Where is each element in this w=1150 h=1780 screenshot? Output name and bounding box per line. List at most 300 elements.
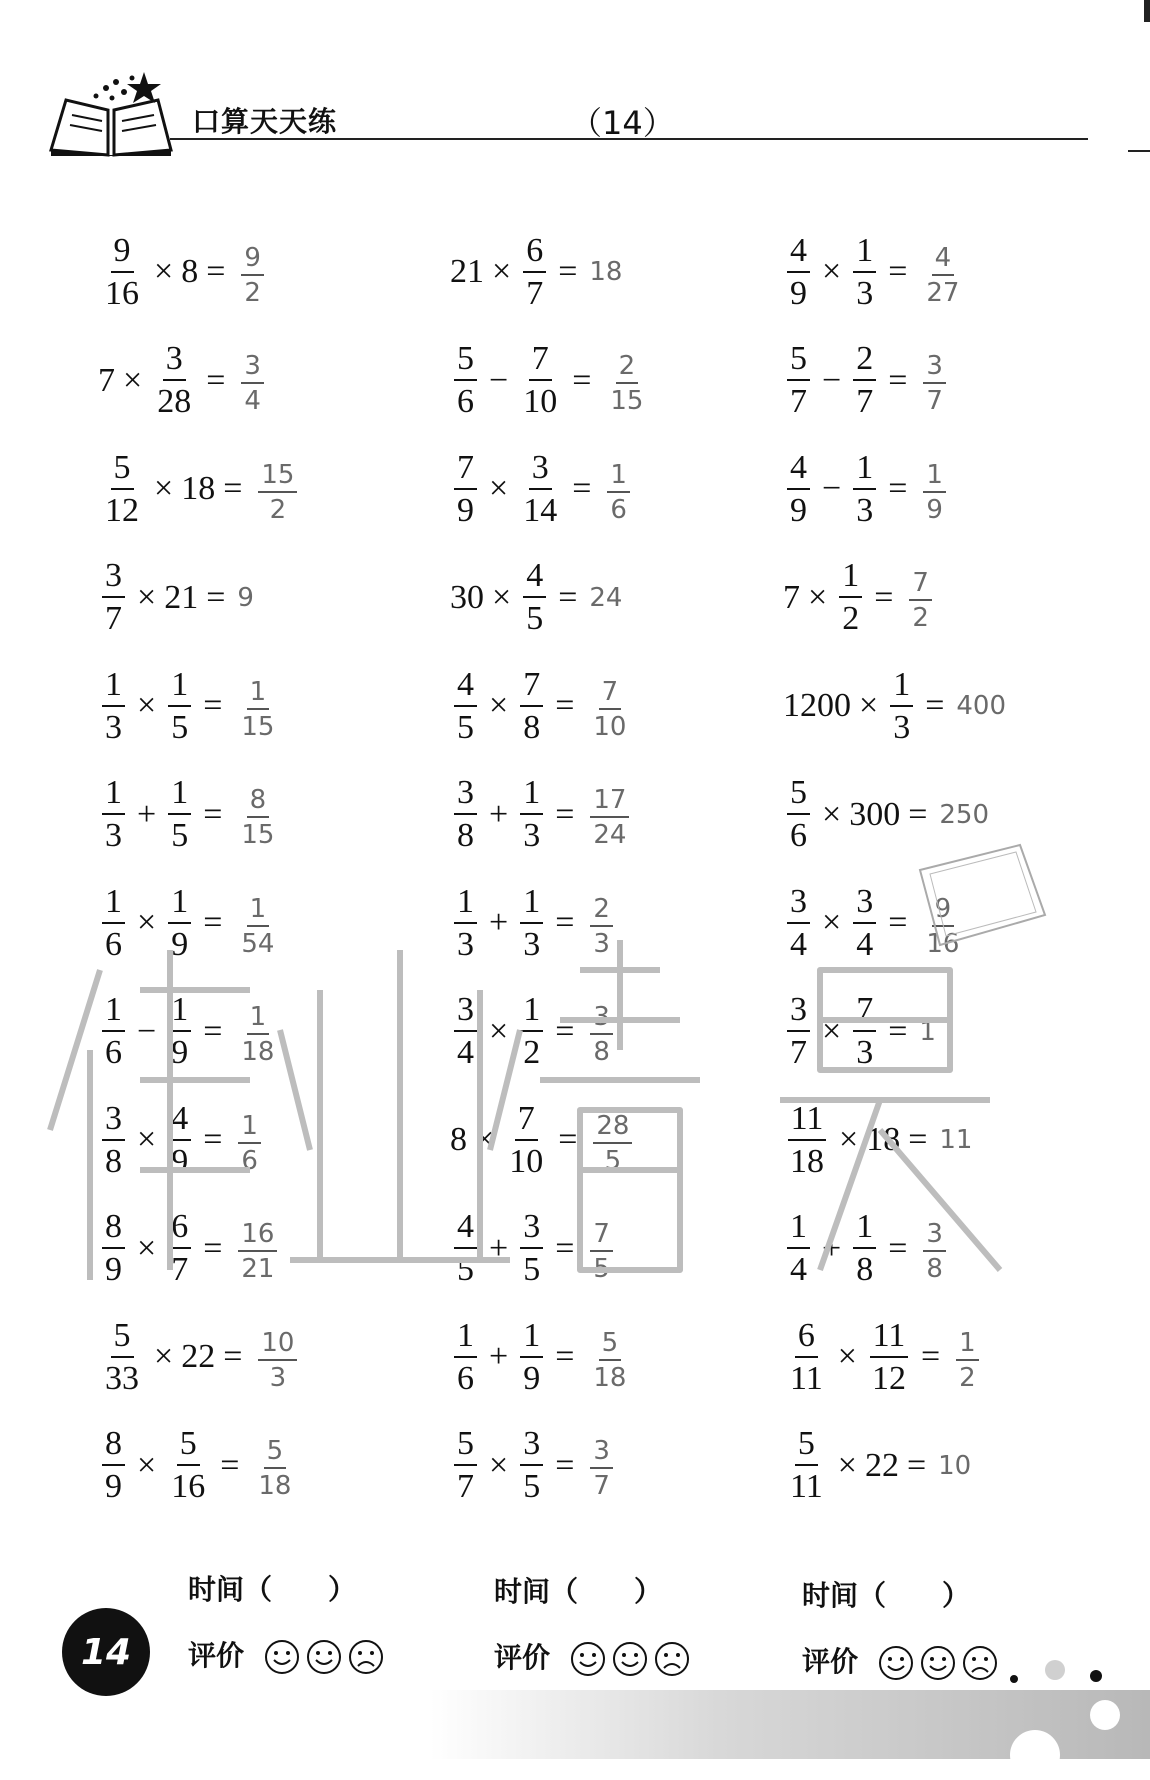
handwritten-answer[interactable]	[234, 1107, 265, 1174]
numerator: 4	[168, 1102, 191, 1141]
operator: ×	[154, 1338, 174, 1375]
handwritten-answer[interactable]	[234, 1215, 281, 1282]
operator: =	[206, 361, 226, 399]
denominator: 9	[457, 491, 474, 529]
numerator: 1	[168, 776, 191, 815]
numerator: 16	[238, 1221, 277, 1252]
fraction	[454, 448, 477, 529]
exercise-row	[98, 1199, 1098, 1299]
denominator: 28	[157, 383, 192, 420]
handwritten-answer[interactable]: 11	[939, 1125, 973, 1155]
fraction	[102, 882, 125, 963]
exercise-item	[98, 656, 281, 756]
evaluation-3	[802, 1640, 998, 1681]
denominator: 18	[241, 1037, 275, 1067]
fraction	[520, 1316, 543, 1397]
fraction	[520, 993, 543, 1070]
handwritten-answer[interactable]	[586, 998, 617, 1065]
numerator: 1	[923, 462, 946, 493]
numerator: 28	[593, 1113, 632, 1144]
numerator: 7	[853, 993, 876, 1032]
numerator: 1	[520, 776, 543, 815]
denominator: 15	[610, 386, 644, 416]
handwritten-answer[interactable]	[237, 347, 268, 414]
numerator: 3	[590, 1004, 613, 1035]
handwritten-answer[interactable]	[234, 890, 281, 957]
numerator: 5	[787, 342, 810, 381]
denominator: 5	[171, 708, 189, 746]
operator: =	[888, 904, 908, 941]
denominator: 16	[171, 1468, 206, 1505]
operator: ×	[839, 1121, 859, 1158]
exercise-item	[98, 222, 268, 322]
denominator: 5	[523, 1468, 541, 1505]
smile-face-icon[interactable]	[570, 1641, 606, 1677]
denominator: 5	[593, 1254, 610, 1284]
exercise-item	[783, 1307, 983, 1407]
exercise-row	[98, 1090, 1098, 1190]
answer-fraction	[590, 1221, 613, 1282]
smile-face-icon[interactable]	[306, 1639, 342, 1675]
corner-mark	[1144, 0, 1150, 22]
operator: ×	[137, 1229, 157, 1267]
fraction	[853, 882, 876, 963]
denominator: 2	[842, 600, 860, 637]
answer-fraction	[238, 787, 277, 848]
rating-faces[interactable]	[570, 1641, 690, 1677]
handwritten-answer[interactable]	[254, 456, 301, 523]
fraction	[853, 231, 876, 312]
number: 300	[849, 795, 901, 833]
numerator: 1	[520, 885, 543, 924]
numerator: 4	[787, 234, 810, 273]
fraction	[853, 993, 876, 1070]
denominator: 5	[457, 1251, 474, 1288]
exercise-item	[450, 1416, 617, 1516]
operator: ×	[489, 687, 509, 724]
operator: =	[906, 1446, 927, 1484]
number: 8	[450, 1121, 467, 1158]
denominator: 27	[926, 277, 960, 308]
fraction	[102, 231, 142, 312]
exercise-item	[98, 439, 301, 539]
smile-face-icon[interactable]	[612, 1641, 648, 1677]
operator: ×	[137, 1446, 157, 1484]
operator: −	[822, 470, 842, 507]
operator: =	[558, 1121, 578, 1158]
fraction	[520, 1210, 543, 1287]
fraction	[102, 559, 125, 636]
operator: =	[203, 904, 223, 941]
exercise-item	[783, 1416, 971, 1516]
handwritten-answer[interactable]	[603, 347, 650, 414]
number: 8	[181, 253, 199, 290]
numerator: 1	[454, 1319, 477, 1358]
denominator: 15	[241, 711, 275, 742]
denominator: 9	[790, 491, 807, 529]
denominator: 3	[856, 491, 874, 529]
exercise-item	[98, 548, 254, 648]
operator: ×	[137, 904, 157, 941]
operator: =	[206, 578, 226, 616]
numerator: 3	[923, 1221, 946, 1252]
handwritten-answer[interactable]	[586, 1324, 633, 1391]
number: 1200	[783, 687, 851, 724]
denominator: 6	[105, 925, 122, 963]
answer-fraction	[956, 1327, 979, 1393]
operator: =	[203, 1012, 223, 1050]
numerator: 1	[890, 668, 913, 707]
decor-dot	[1090, 1700, 1120, 1730]
denominator: 4	[244, 386, 261, 416]
rating-faces[interactable]	[264, 1639, 384, 1675]
numerator: 1	[168, 668, 191, 707]
time-field-1[interactable]: 时间（ ）	[188, 1573, 357, 1606]
numerator: 3	[102, 559, 125, 598]
denominator: 6	[610, 494, 627, 525]
smile-face-icon[interactable]	[878, 1645, 914, 1681]
denominator: 8	[105, 1142, 122, 1180]
frown-face-icon[interactable]	[962, 1645, 998, 1681]
fraction	[520, 1427, 543, 1504]
lesson-number: （14）	[570, 104, 675, 142]
fraction	[787, 1210, 810, 1287]
operator: =	[572, 361, 592, 399]
answer-fraction	[593, 1110, 632, 1176]
denominator: 15	[241, 820, 275, 850]
fraction	[102, 776, 125, 853]
fraction	[168, 993, 191, 1070]
denominator: 54	[241, 928, 275, 959]
operator: =	[555, 1446, 575, 1484]
answer-fraction	[238, 676, 277, 742]
fraction	[168, 1099, 191, 1180]
exercise-item	[783, 331, 950, 431]
denominator: 4	[790, 1251, 807, 1288]
denominator: 7	[526, 274, 544, 312]
numerator: 8	[102, 1210, 125, 1249]
denominator: 5	[171, 817, 189, 854]
fraction	[890, 665, 913, 746]
decor-dot	[1090, 1670, 1102, 1682]
handwritten-answer[interactable]	[919, 456, 950, 523]
handwritten-answer[interactable]	[586, 781, 633, 848]
exercise-row	[98, 439, 1098, 539]
handwritten-answer[interactable]: 18	[589, 257, 623, 287]
numerator: 7	[454, 451, 477, 490]
numerator: 3	[853, 885, 876, 924]
handwritten-answer[interactable]	[919, 239, 966, 306]
numerator: 7	[520, 668, 543, 707]
numerator: 3	[529, 451, 552, 490]
answer-fraction	[241, 353, 264, 414]
fraction	[520, 776, 543, 853]
fraction	[787, 1316, 826, 1397]
time-field-3[interactable]: 时间（ ）	[802, 1579, 971, 1612]
denominator: 9	[171, 1142, 189, 1180]
denominator: 5	[523, 1251, 541, 1288]
numerator: 7	[515, 1102, 538, 1141]
number: 7	[783, 578, 800, 616]
handwritten-answer[interactable]: 24	[589, 582, 623, 613]
denominator: 33	[105, 1359, 139, 1397]
denominator: 8	[926, 1254, 943, 1284]
handwritten-answer[interactable]	[952, 1324, 983, 1391]
numerator: 4	[523, 559, 546, 598]
exercise-item	[450, 548, 622, 648]
operator: ×	[489, 1446, 509, 1484]
fraction	[787, 231, 810, 312]
denominator: 6	[457, 1359, 474, 1397]
denominator: 4	[790, 925, 807, 963]
numerator: 3	[163, 342, 186, 381]
handwritten-answer[interactable]: 400	[956, 691, 1007, 721]
numerator: 1	[102, 885, 125, 924]
denominator: 9	[171, 1034, 189, 1071]
fraction	[853, 1210, 876, 1287]
fraction	[454, 342, 477, 419]
operator: =	[203, 1121, 223, 1158]
workbook-title: 口算天天练	[192, 105, 338, 138]
numerator: 3	[454, 993, 477, 1032]
handwritten-answer[interactable]	[586, 1215, 617, 1282]
exercise-item	[450, 656, 633, 756]
operator: =	[220, 1446, 240, 1484]
numerator: 1	[520, 993, 543, 1032]
handwritten-answer[interactable]	[586, 890, 617, 957]
fraction	[787, 448, 810, 529]
denominator: 5	[526, 600, 544, 637]
denominator: 6	[790, 817, 807, 854]
handwritten-answer[interactable]: 250	[939, 799, 990, 830]
operator: ×	[489, 1012, 509, 1050]
numerator: 4	[932, 245, 955, 276]
frown-face-icon[interactable]	[348, 1639, 384, 1675]
denominator: 24	[593, 820, 627, 850]
fraction	[168, 665, 191, 746]
numerator: 7	[909, 570, 932, 601]
numerator: 2	[853, 342, 876, 381]
handwritten-answer[interactable]	[234, 998, 281, 1065]
exercise-row	[98, 331, 1098, 431]
numerator: 5	[111, 451, 134, 490]
operator: ×	[137, 687, 157, 724]
numerator: 6	[795, 1319, 818, 1358]
operator: =	[555, 795, 575, 833]
exercise-item	[98, 1416, 298, 1516]
handwritten-answer[interactable]	[905, 564, 936, 631]
fraction	[839, 559, 862, 636]
fraction	[454, 1316, 477, 1397]
exercise-item	[98, 1307, 301, 1407]
denominator: 9	[926, 494, 943, 525]
handwritten-answer[interactable]: 10	[938, 1450, 972, 1481]
decor-dot	[1045, 1660, 1065, 1680]
numerator: 11	[870, 1319, 909, 1358]
numerator: 1	[102, 776, 125, 815]
denominator: 7	[457, 1468, 474, 1505]
denominator: 7	[105, 600, 122, 637]
fraction	[506, 1099, 546, 1180]
numerator: 5	[111, 1319, 134, 1358]
operator: +	[137, 795, 157, 833]
fraction	[523, 231, 546, 312]
handwritten-answer[interactable]	[586, 673, 633, 740]
smile-face-icon[interactable]	[920, 1645, 956, 1681]
fraction	[102, 1316, 142, 1397]
handwritten-answer[interactable]	[237, 239, 268, 306]
handwritten-answer[interactable]	[589, 1107, 636, 1174]
denominator: 8	[593, 1037, 610, 1067]
numerator: 5	[795, 1427, 818, 1466]
open-book-icon	[46, 70, 176, 160]
handwritten-answer[interactable]	[254, 1324, 301, 1391]
rating-faces[interactable]	[878, 1645, 998, 1681]
operator: ×	[475, 1121, 495, 1158]
fraction	[168, 776, 191, 853]
denominator: 6	[241, 1145, 258, 1176]
numerator: 1	[787, 1210, 810, 1249]
fraction	[102, 665, 125, 746]
exercise-item	[783, 1090, 972, 1190]
page-header	[0, 0, 1150, 170]
handwritten-answer[interactable]	[919, 347, 950, 414]
numerator: 3	[520, 1210, 543, 1249]
answer-fraction	[258, 459, 297, 525]
operator: ×	[837, 1338, 857, 1375]
denominator: 10	[509, 1142, 544, 1180]
handwritten-answer[interactable]: 9	[237, 582, 254, 613]
denominator: 4	[457, 1034, 474, 1071]
handwritten-answer[interactable]	[603, 456, 634, 523]
numerator: 1	[956, 1330, 979, 1361]
decor-dot	[1010, 1730, 1060, 1780]
answer-fraction	[241, 242, 264, 308]
fraction	[168, 1427, 208, 1504]
number: 21	[450, 253, 484, 290]
denominator: 12	[105, 491, 139, 529]
denominator: 16	[926, 928, 960, 959]
fraction	[454, 1427, 477, 1504]
denominator: 2	[244, 277, 261, 308]
operator: =	[558, 578, 578, 616]
decor-dot	[1010, 1675, 1018, 1683]
numerator: 8	[247, 787, 270, 818]
operator: =	[572, 470, 592, 507]
exercise-item	[783, 439, 950, 539]
operator: ×	[822, 1012, 842, 1050]
numerator: 1	[454, 885, 477, 924]
number: 21	[164, 578, 199, 616]
numerator: 1	[247, 896, 270, 927]
exercise-row	[98, 982, 1098, 1082]
answer-fraction	[258, 1327, 297, 1393]
number: 7	[98, 361, 115, 399]
fraction	[168, 1210, 191, 1287]
exercise-row	[98, 1416, 1098, 1516]
operator: +	[489, 904, 509, 941]
handwritten-answer[interactable]	[919, 1215, 950, 1282]
denominator: 2	[959, 1362, 976, 1393]
numerator: 3	[102, 1102, 125, 1141]
denominator: 12	[871, 1359, 906, 1397]
evaluation-1	[188, 1634, 384, 1675]
denominator: 9	[790, 274, 807, 312]
operator: +	[489, 795, 509, 833]
exercise-item	[783, 982, 936, 1082]
handwritten-answer[interactable]	[234, 673, 281, 740]
operator: ×	[492, 253, 512, 290]
fraction	[102, 1427, 125, 1504]
numerator: 8	[102, 1427, 125, 1466]
exercise-item	[98, 1090, 265, 1190]
handwritten-answer[interactable]	[586, 1432, 617, 1499]
operator: ×	[822, 904, 842, 941]
denominator: 3	[593, 928, 610, 959]
operator: =	[925, 687, 945, 724]
exercise-item	[450, 765, 633, 865]
exercise-item	[450, 1307, 633, 1407]
exercise-item	[98, 765, 281, 865]
denominator: 5	[604, 1145, 622, 1176]
number: 30	[450, 578, 484, 616]
operator: =	[888, 1229, 908, 1267]
handwritten-answer[interactable]	[234, 781, 281, 848]
exercise-item	[98, 1199, 281, 1299]
answer-fraction	[590, 1327, 629, 1393]
denominator: 11	[790, 1359, 823, 1397]
exercise-item	[783, 548, 936, 648]
numerator: 6	[168, 1210, 191, 1249]
exercise-item	[98, 982, 281, 1082]
smile-face-icon[interactable]	[264, 1639, 300, 1675]
numerator: 1	[238, 1113, 261, 1144]
number: 18	[866, 1121, 901, 1158]
numerator: 1	[853, 234, 876, 273]
fraction	[168, 882, 191, 963]
denominator: 7	[856, 383, 874, 420]
denominator: 7	[593, 1471, 610, 1501]
operator: =	[888, 253, 908, 290]
operator: ×	[154, 470, 174, 507]
fraction	[520, 665, 543, 746]
handwritten-answer[interactable]: 1	[919, 1016, 936, 1047]
fraction	[520, 882, 543, 963]
denominator: 14	[523, 491, 558, 529]
operator: =	[908, 795, 928, 833]
time-field-2[interactable]: 时间（ ）	[494, 1575, 663, 1608]
numerator: 4	[454, 668, 477, 707]
operator: =	[555, 904, 575, 941]
handwritten-answer[interactable]	[251, 1432, 298, 1499]
exercise-item	[98, 873, 281, 973]
denominator: 18	[790, 1142, 824, 1180]
number: 18	[181, 470, 216, 507]
operator: ×	[822, 795, 842, 833]
denominator: 7	[790, 383, 807, 420]
operator: =	[203, 1229, 223, 1267]
number: 22	[181, 1338, 216, 1375]
denominator: 5	[457, 708, 474, 746]
denominator: 18	[593, 1362, 627, 1393]
frown-face-icon[interactable]	[654, 1641, 690, 1677]
exercise-row	[98, 656, 1098, 756]
denominator: 4	[856, 925, 874, 963]
operator: =	[558, 253, 578, 290]
denominator: 3	[523, 817, 541, 854]
exercise-item	[450, 222, 622, 322]
exercise-item	[783, 656, 1006, 756]
